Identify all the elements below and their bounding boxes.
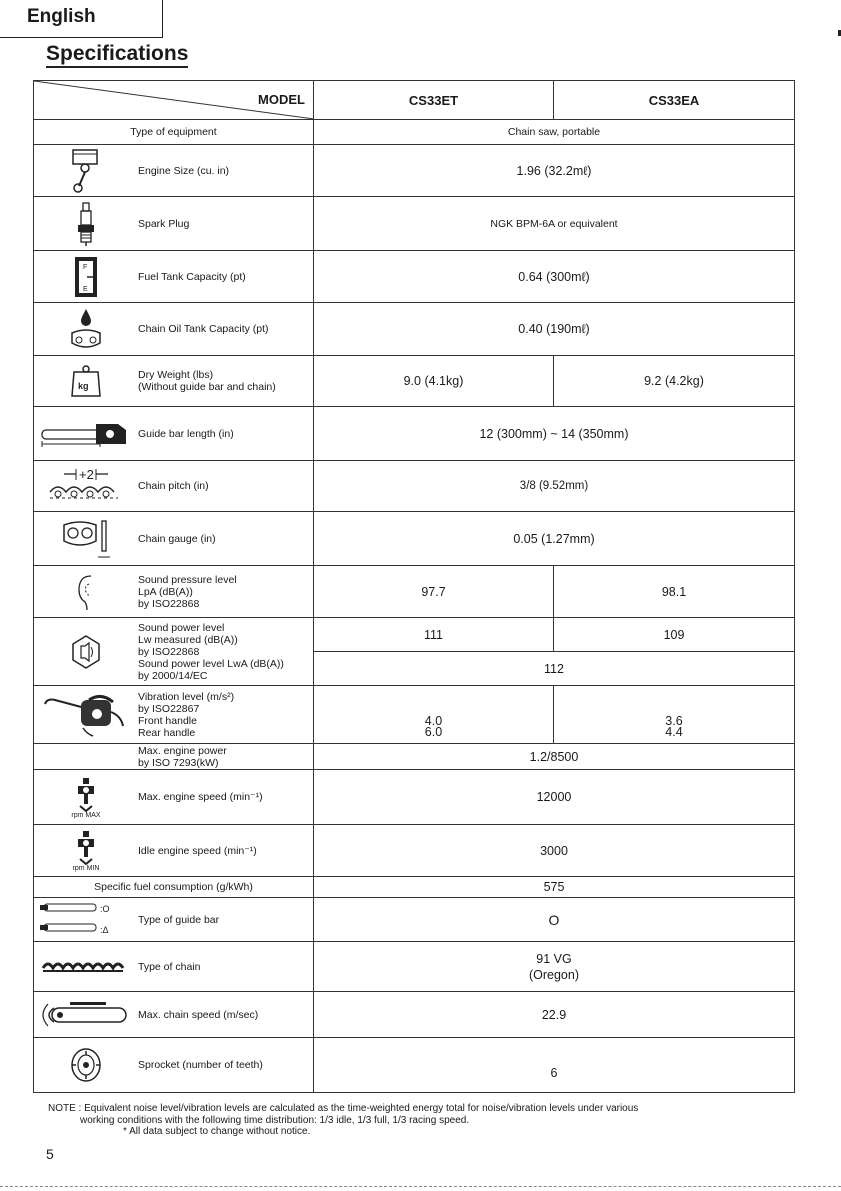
row-value: 12 (300mm) ~ 14 (350mm): [314, 407, 795, 461]
table-row: [34, 145, 795, 197]
row-value: 112: [314, 652, 795, 686]
language-tab: [0, 0, 163, 38]
rpm-min-label: rpm MIN: [72, 865, 100, 872]
row-label: Fuel Tank Capacity (pt): [138, 270, 246, 283]
row-label: Chain Oil Tank Capacity (pt): [138, 323, 269, 335]
table-row: [34, 898, 795, 942]
table-row: [34, 461, 795, 512]
guide-bar-chainsaw-icon: [34, 418, 138, 450]
row-value: 1.96 (32.2mℓ): [314, 145, 795, 197]
row-label: Specific fuel consumption (g/kWh): [34, 877, 314, 898]
row-label: Max. engine speed (min⁻¹): [138, 791, 263, 803]
row-label: Sound power level: [138, 621, 225, 634]
note-line-2: working conditions with the following time distribution: 1/3 idle, 1/3 full, 1/3 racing speed.: [80, 1114, 470, 1126]
row-value: 12000: [314, 770, 795, 825]
row-value: 0.05 (1.27mm): [314, 512, 795, 566]
row-sublabel: by ISO22868: [138, 597, 200, 610]
value-cs33ea: 9.2 (4.2kg): [554, 356, 795, 407]
row-label: Spark Plug: [138, 217, 190, 230]
row-label: Idle engine speed (min⁻¹): [138, 844, 257, 857]
row-label: Type of chain: [138, 960, 201, 973]
guide-bar-icon-text-2: :Δ: [100, 924, 109, 935]
table-row: [34, 825, 795, 877]
row-sublabel: by 2000/14/EC: [138, 669, 208, 682]
row-value: Chain saw, portable: [314, 120, 795, 145]
table-row: [34, 407, 795, 461]
row-label: Vibration level (m/s²): [138, 690, 235, 703]
guide-bar-icon-text-1: :O: [100, 903, 110, 914]
row-label: Chain gauge (in): [138, 532, 216, 545]
vibration-rear-et: 6.0: [424, 725, 443, 739]
row-value: 1.2/8500: [314, 744, 795, 770]
row-label: Type of guide bar: [138, 913, 220, 926]
speaker-icon: [34, 634, 138, 670]
table-row: [34, 942, 795, 992]
value-cs33et: 111: [314, 618, 554, 652]
table-row: [34, 251, 795, 303]
model-cs33ea: CS33EA: [554, 81, 795, 120]
value-cs33ea: [554, 686, 795, 744]
table-row: [34, 744, 795, 770]
row-label: Sprocket (number of teeth): [138, 1059, 263, 1071]
row-label: Dry Weight (lbs): [138, 369, 214, 381]
row-value: 3/8 (9.52mm): [314, 461, 795, 512]
row-value: NGK BPM-6A or equivalent: [314, 197, 795, 251]
ear-icon: [34, 572, 138, 612]
svg-text:F: F: [83, 263, 88, 271]
row-sublabel: LpA (dB(A)): [138, 585, 193, 598]
chain-type-icon: [34, 959, 138, 975]
row-value: 0.64 (300mℓ): [314, 251, 795, 303]
chain-speed-icon: [34, 1000, 138, 1030]
value-cs33et: 9.0 (4.1kg): [314, 356, 554, 407]
svg-text:kg: kg: [78, 381, 89, 391]
row-label: Max. engine power: [138, 744, 227, 757]
row-value: [314, 942, 795, 992]
row-value: 22.9: [314, 992, 795, 1038]
engine-piston-icon: [34, 148, 138, 194]
table-row: [34, 566, 795, 618]
table-row: [34, 686, 795, 744]
row-sublabel: Front handle: [138, 714, 197, 727]
row-value: 6: [314, 1038, 795, 1093]
chain-gauge-icon: [34, 517, 138, 561]
vibration-rear-ea: 4.4: [665, 725, 683, 739]
row-value: 575: [314, 877, 795, 898]
value-cs33ea: 109: [554, 618, 795, 652]
note-line-3: * All data subject to change without notice.: [123, 1126, 311, 1137]
row-value: O: [314, 898, 795, 942]
chain-type-brand: (Oregon): [528, 967, 580, 982]
value-cs33ea: 98.1: [554, 566, 795, 618]
weight-scale-icon: [34, 364, 138, 398]
chainsaw-vibration-icon: [34, 690, 138, 740]
specifications-table: [33, 80, 795, 1093]
chain-type-value: 91 VG: [536, 951, 572, 966]
row-label: Sound pressure level: [138, 573, 237, 586]
table-row: [34, 303, 795, 356]
row-label: Chain pitch (in): [138, 480, 209, 492]
fuel-gauge-icon: [34, 255, 138, 299]
model-header-cell: [34, 81, 314, 120]
language-label: English: [27, 6, 96, 27]
page-number: 5: [46, 1146, 54, 1162]
crankshaft-icon: [74, 829, 98, 865]
table-row: [34, 1038, 795, 1093]
footnote: [48, 1103, 808, 1138]
row-sublabel: (Without guide bar and chain): [138, 381, 276, 393]
table-row: [34, 197, 795, 251]
row-label: Engine Size (cu. in): [138, 164, 230, 177]
crankshaft-icon: [74, 776, 98, 812]
rpm-max-label: rpm MAX: [71, 811, 101, 819]
guide-bar-types-icon: [34, 902, 138, 938]
row-label: Max. chain speed (m/sec): [138, 1008, 259, 1021]
chain-pitch-icon: [34, 466, 138, 506]
vibration-front-et: 4.0: [424, 714, 443, 728]
model-cs33et: CS33ET: [314, 81, 554, 120]
row-sublabel: by ISO22867: [138, 702, 200, 715]
table-row: [34, 512, 795, 566]
sprocket-icon: [34, 1047, 138, 1083]
note-line-1: NOTE : Equivalent noise level/vibration levels are calculated as the time-weighted energy total for noise/vibration levels under various: [48, 1103, 639, 1114]
bottom-divider: [0, 1186, 841, 1187]
chain-pitch-icon-text: +2: [79, 467, 94, 482]
row-label: Type of equipment: [34, 120, 314, 145]
row-label: Sound power level LwA (dB(A)): [138, 657, 284, 670]
row-value: 3000: [314, 825, 795, 877]
table-row: [34, 120, 795, 145]
value-cs33et: 97.7: [314, 566, 554, 618]
vibration-front-ea: 3.6: [665, 714, 683, 728]
page-title: Specifications: [46, 42, 188, 68]
oil-drop-chain-icon: [34, 307, 138, 351]
row-value: 0.40 (190mℓ): [314, 303, 795, 356]
spark-plug-icon: [34, 202, 138, 246]
row-label: Guide bar length (in): [138, 427, 234, 440]
table-row: [34, 877, 795, 898]
row-sublabel: by ISO22868: [138, 645, 200, 658]
value-cs33et: [314, 686, 554, 744]
row-sublabel: Lw measured (dB(A)): [138, 633, 238, 646]
model-label: MODEL: [258, 92, 305, 107]
table-row: [34, 356, 795, 407]
table-row: [34, 992, 795, 1038]
row-sublabel: by ISO 7293(kW): [138, 756, 219, 769]
table-row: [34, 618, 795, 652]
svg-text:E: E: [83, 285, 88, 293]
table-row: [34, 770, 795, 825]
table-header-row: [34, 81, 795, 120]
row-sublabel: Rear handle: [138, 726, 196, 739]
